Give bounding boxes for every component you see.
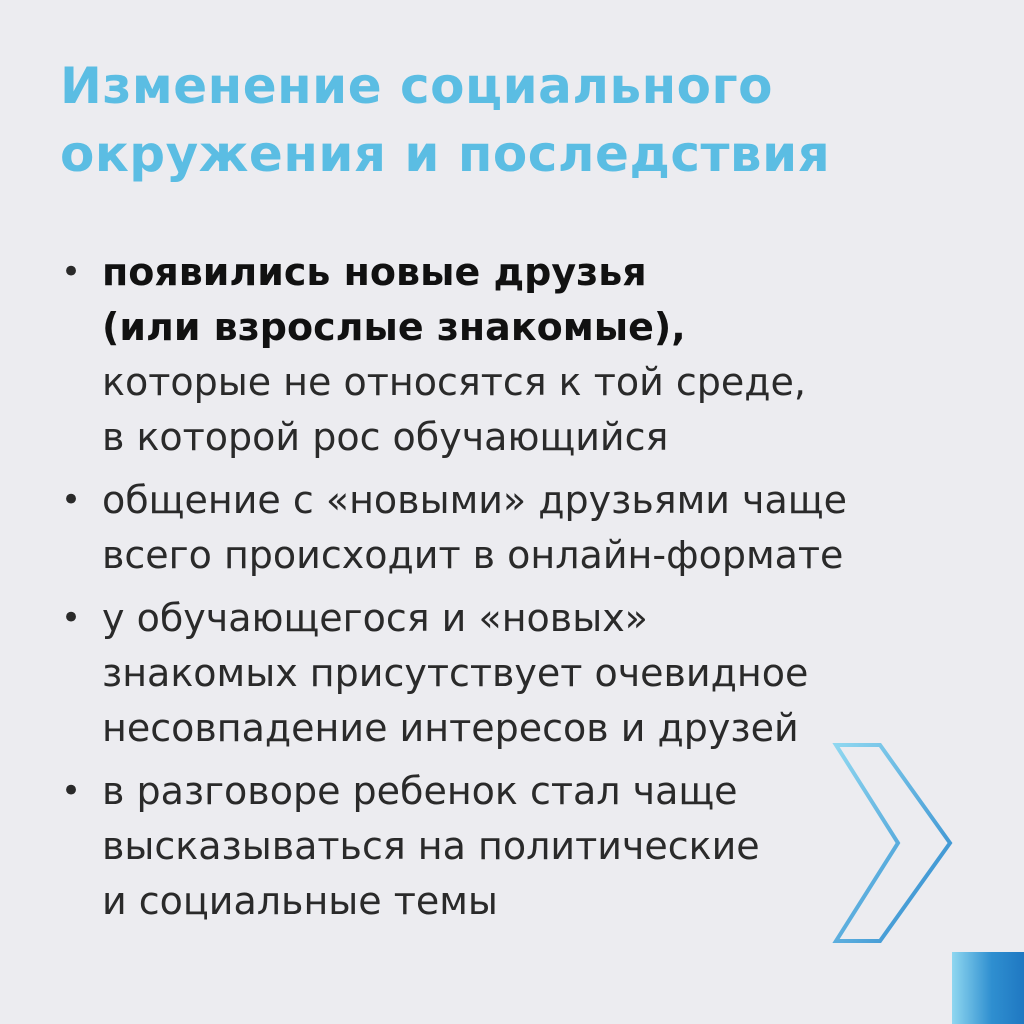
chevron-right-icon: [820, 735, 960, 950]
bullet-text-line: (или взрослые знакомые),: [102, 305, 686, 349]
bullet-text-line: всего происходит в онлайн-формате: [102, 533, 844, 577]
bullet-text-line: у обучающегося и «новых»: [102, 596, 648, 640]
bullet-marker: •: [60, 252, 82, 292]
bullet-item-interest-mismatch: [56, 591, 976, 756]
corner-accent-square: [952, 952, 1024, 1024]
bullet-text-line: знакомых присутствует очевидное: [102, 651, 809, 695]
bullet-item-online-communication: [56, 473, 976, 583]
bullet-text-line: высказываться на политические: [102, 824, 760, 868]
slide-title-line: окружения и последствия: [60, 125, 831, 183]
bullet-text-line: появились новые друзья: [102, 250, 647, 294]
slide-title: [60, 52, 980, 188]
bullet-text-line: несовпадение интересов и друзей: [102, 706, 799, 750]
bullet-text-line: общение с «новыми» друзьями чаще: [102, 478, 847, 522]
slide-title-line: Изменение социального: [60, 57, 773, 115]
bullet-item-new-friends: [56, 245, 976, 465]
bullet-marker: •: [60, 480, 82, 520]
bullet-text-line: которые не относятся к той среде,: [102, 360, 806, 404]
bullet-marker: •: [60, 771, 82, 811]
bullet-text-line: в разговоре ребенок стал чаще: [102, 769, 738, 813]
bullet-marker: •: [60, 598, 82, 638]
bullet-text-line: и социальные темы: [102, 879, 498, 923]
bullet-text-line: в которой рос обучающийся: [102, 415, 669, 459]
